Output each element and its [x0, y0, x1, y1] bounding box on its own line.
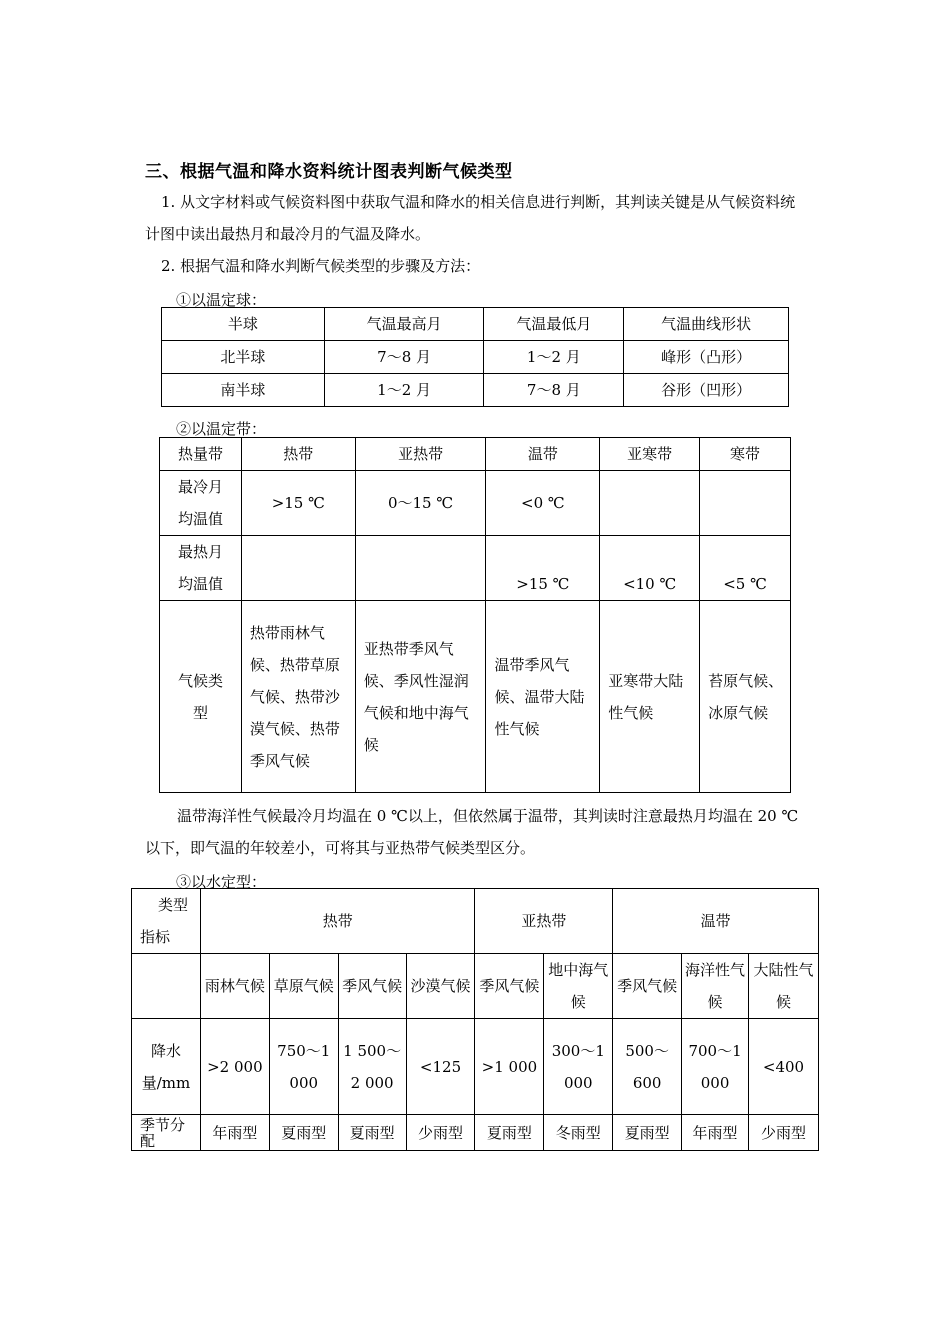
thermal-zone-table	[159, 437, 791, 793]
subheading-precip: ③以水定型：	[176, 873, 267, 891]
table-cell	[355, 536, 486, 601]
table-row	[160, 536, 791, 601]
table-cell: 谷形（凹形）	[624, 374, 789, 407]
paragraph-3: 温带海洋性气候最冷月均温在 0 ℃以上，但依然属于温带，其判读时注意最热月均温在 20 ℃以下，即气温的年较差小，可将其与亚热带气候类型区分。	[145, 807, 799, 857]
hemisphere-table	[161, 307, 789, 407]
section-heading: 三、根据气温和降水资料统计图表判断气候类型	[145, 162, 513, 182]
table-header: 半球	[162, 308, 325, 341]
paragraph-1: 1. 从文字材料或气候资料图中获取气温和降水的相关信息进行判断，其判读关键是从气候资料统计图中读出最热月和最冷月的气温及降水。	[145, 193, 796, 243]
table-header: 气温最低月	[484, 308, 624, 341]
table-cell: 冬雨型	[544, 1115, 613, 1151]
table-header: 气温最高月	[324, 308, 484, 341]
table-header: 雨林气候	[200, 954, 269, 1019]
table-header: 季风气候	[475, 954, 544, 1019]
table-header: 热带	[241, 438, 355, 471]
table-row	[160, 601, 791, 793]
table-cell: 300～1 000	[544, 1019, 613, 1115]
table-cell: >2 000	[200, 1019, 269, 1115]
table-cell: <10 ℃	[600, 536, 700, 601]
table-cell: 南半球	[162, 374, 325, 407]
table-cell: 夏雨型	[338, 1115, 406, 1151]
table-header: 季风气候	[613, 954, 682, 1019]
table-cell: 热带雨林气候、热带草原气候、热带沙漠气候、热带季风气候	[241, 601, 355, 793]
table-cell: 1～2 月	[324, 374, 484, 407]
group-header-tropical: 热带	[200, 889, 475, 954]
table-cell: <5 ℃	[700, 536, 791, 601]
table-header: 气温曲线形状	[624, 308, 789, 341]
table-header: 亚热带	[355, 438, 486, 471]
group-header-temperate: 温带	[613, 889, 819, 954]
table-cell: >1 000	[475, 1019, 544, 1115]
table-cell	[132, 954, 201, 1019]
table-header: 热量带	[160, 438, 242, 471]
table-cell: 温带季风气候、温带大陆性气候	[486, 601, 600, 793]
table-row	[132, 954, 819, 1019]
table-header: 寒带	[700, 438, 791, 471]
table-cell: 7～8 月	[324, 341, 484, 374]
table-cell: 少雨型	[749, 1115, 819, 1151]
table-cell: 1 500～2 000	[338, 1019, 406, 1115]
table-header: 季风气候	[338, 954, 406, 1019]
table-cell: 亚寒带大陆性气候	[600, 601, 700, 793]
table-cell	[700, 471, 791, 536]
row-label-hottest: 最热月均温值	[160, 536, 242, 601]
table-cell: 北半球	[162, 341, 325, 374]
table-header: 大陆性气候	[749, 954, 819, 1019]
table-cell: >15 ℃	[241, 471, 355, 536]
table-cell: 1～2 月	[484, 341, 624, 374]
table-cell: 夏雨型	[613, 1115, 682, 1151]
table-cell: 苔原气候、冰原气候	[700, 601, 791, 793]
table-cell: 少雨型	[406, 1115, 475, 1151]
table-header: 温带	[486, 438, 600, 471]
table-cell: <400	[749, 1019, 819, 1115]
precipitation-table	[131, 888, 819, 1151]
subheading-zone: ②以温定带：	[176, 420, 267, 438]
table-cell: <0 ℃	[486, 471, 600, 536]
table-row	[162, 341, 789, 374]
table-header: 沙漠气候	[406, 954, 475, 1019]
table-header: 草原气候	[269, 954, 338, 1019]
table-row	[162, 308, 789, 341]
table-cell: 0～15 ℃	[355, 471, 486, 536]
corner-top-label: 类型	[158, 896, 189, 914]
table-cell: 夏雨型	[269, 1115, 338, 1151]
row-label-climate: 气候类型	[160, 601, 242, 793]
row-label-precip: 降水量/mm	[132, 1019, 201, 1115]
corner-bottom-label: 指标	[140, 928, 171, 946]
row-label-season: 季节分配	[132, 1115, 201, 1151]
table-row	[132, 1019, 819, 1115]
table-cell: 700～1 000	[682, 1019, 749, 1115]
table-cell: 夏雨型	[475, 1115, 544, 1151]
row-label-coldest: 最冷月均温值	[160, 471, 242, 536]
table-header: 地中海气候	[544, 954, 613, 1019]
table-cell: 500～600	[613, 1019, 682, 1115]
group-header-subtropical: 亚热带	[475, 889, 613, 954]
table-row	[160, 438, 791, 471]
table-cell: 750～1 000	[269, 1019, 338, 1115]
table-cell: 年雨型	[200, 1115, 269, 1151]
table-row	[132, 1115, 819, 1151]
paragraph-2: 2. 根据气温和降水判断气候类型的步骤及方法：	[161, 257, 481, 275]
table-cell: <125	[406, 1019, 475, 1115]
table-cell: 峰形（凸形）	[624, 341, 789, 374]
table-header: 亚寒带	[600, 438, 700, 471]
table-cell: >15 ℃	[486, 536, 600, 601]
corner-cell	[132, 889, 201, 954]
table-cell: 亚热带季风气候、季风性湿润气候和地中海气候	[355, 601, 486, 793]
table-cell	[600, 471, 700, 536]
subheading-hemisphere: ①以温定球：	[176, 291, 267, 309]
table-cell	[241, 536, 355, 601]
table-row	[160, 471, 791, 536]
table-cell: 年雨型	[682, 1115, 749, 1151]
table-row	[162, 374, 789, 407]
table-row	[132, 889, 819, 954]
table-cell: 7～8 月	[484, 374, 624, 407]
table-header: 海洋性气候	[682, 954, 749, 1019]
